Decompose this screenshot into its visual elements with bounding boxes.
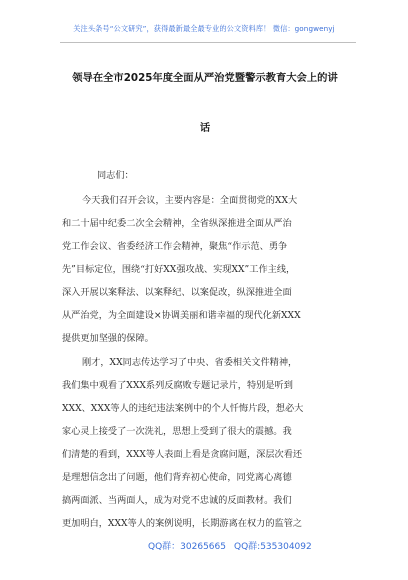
body-line: 刚才，XX同志传达学习了中央、省委相关文件精神， <box>82 357 298 368</box>
body-line: 党工作会议、省委经济工作会精神，聚焦“作示范、勇争 <box>62 241 288 252</box>
qq-group-2: QQ群:535304092 <box>234 542 312 552</box>
body-line: 我们集中观看了XXX系列反腐败专题记录片，特别是听到 <box>62 380 293 391</box>
header-promo: 关注头条号“公文研究”，获得最新最全最专业的公文资料库！ 微信：gongwenyj <box>73 24 335 33</box>
body-line: 是理想信念出了问题，他们背弃初心使命，同党离心离德 <box>62 472 292 483</box>
body-line: 先”目标定位，围绕“打好XX强攻战、实现XX”工作主线， <box>62 264 296 275</box>
qq-group-1: QQ群：30265665 <box>148 542 226 552</box>
body-line: 更加明白，XXX等人的案例说明，长期游离在权力的监管之 <box>62 518 303 529</box>
body-line: 和二十届中纪委二次全会精神，全省纵深推进全面从严治 <box>62 218 292 229</box>
body-line: 们清楚的看到，XXX等人表面上看是贪腐问题，深层次看还 <box>62 449 303 460</box>
body-line: 搞两面派、当两面人，成为对党不忠诚的反面教材。我们 <box>62 495 292 506</box>
document-title-line-2: 话 <box>199 122 211 134</box>
body-line: 从严治党，为全面建设×协调美丽和谐幸福的现代化新XXX <box>62 310 301 321</box>
body-line: XXX、XXX等人的违纪违法案例中的个人忏悔片段，想必大 <box>62 403 304 414</box>
document-title-line-1: 领导在全市2025年度全面从严治党暨警示教育大会上的讲 <box>72 72 338 84</box>
salutation: 同志们： <box>97 170 134 181</box>
body-line: 提供更加坚强的保障。 <box>62 333 154 344</box>
body-line: 家心灵上接受了一次洗礼，思想上受到了很大的震撼。我 <box>62 426 292 437</box>
body-line: 今天我们召开会议，主要内容是：全面贯彻党的XX大 <box>82 195 298 206</box>
body-line: 深入开展以案释法、以案释纪、以案促改，纵深推进全面 <box>62 287 292 298</box>
header-divider <box>60 42 356 43</box>
